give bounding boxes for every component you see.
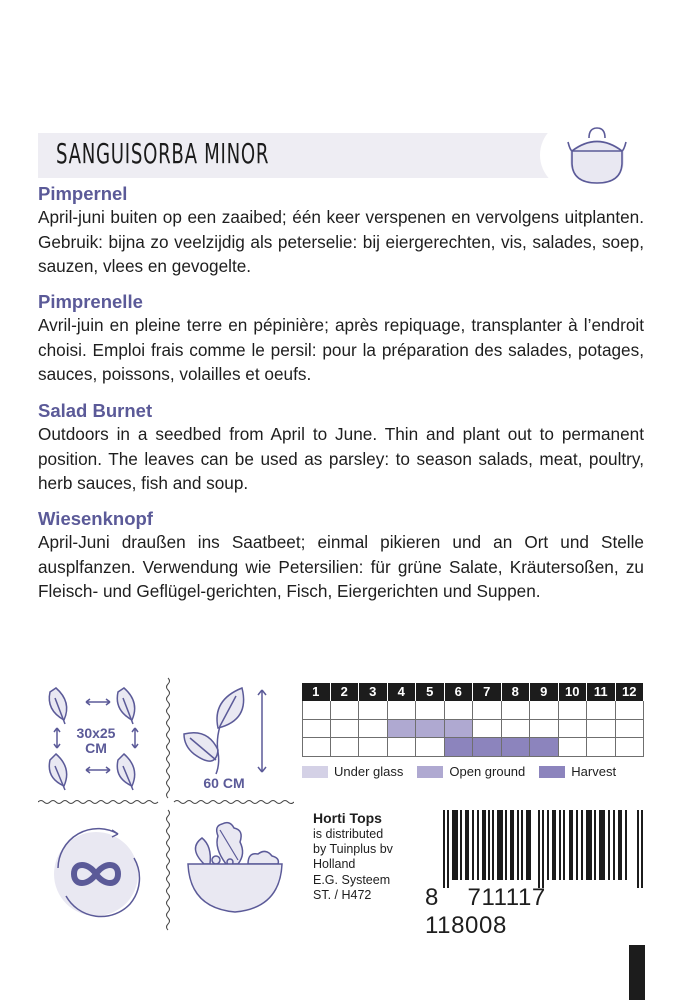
legend-label: Under glass [334,764,404,779]
month-label: 2 [331,683,360,701]
month-label: 3 [359,683,388,701]
distributor-line: E.G. Systeem [313,872,391,887]
calendar-legend [302,764,630,779]
calendar-row-open-ground [302,720,644,739]
calendar-months-header [302,683,644,701]
cooking-pot-icon [562,124,632,188]
print-registration-mark [629,945,645,1000]
barcode-right-group: 118008 [425,912,507,939]
calendar-row-under-glass [302,701,644,720]
distributor-line: ST. / H472 [313,887,372,902]
legend-swatch-open-ground [417,766,443,778]
salad-bowl-icon [174,818,294,933]
sowing-calendar [302,683,644,757]
barcode-left-group: 711117 [467,884,546,911]
legend-swatch-under-glass [302,766,328,778]
section-text: Outdoors in a seedbed from April to June. Thin and plant out to permanent position. The leaves can be used as parsley: to season salads, meat, poultry, herb sauces, fish and soup. [38,424,644,493]
month-label: 9 [530,683,559,701]
plant-height-icon [174,680,294,795]
section-title: Wiesenknopf [38,508,153,529]
section-text: April-Juni draußen ins Saatbeet; einmal pikieren und an Ort und Stelle ausplfanzen. Verwendung wie Petersilien: für grüne Salate, Kräutersoßen, zu Fleisch- und Geflügel-gerichten, Fisch, Eiergerichten und Suppen. [38,532,644,601]
month-label: 6 [445,683,474,701]
legend-swatch-harvest [539,766,565,778]
month-label: 7 [473,683,502,701]
section-german [38,508,644,604]
svg-text:60 CM: 60 CM [203,775,245,791]
month-label: 11 [587,683,616,701]
barcode-number [425,884,645,940]
section-french [38,291,644,387]
section-dutch [38,183,644,279]
calendar-row-harvest [302,738,644,757]
plant-spacing-icon [38,680,163,795]
month-label: 8 [502,683,531,701]
legend-label: Open ground [449,764,526,779]
distributor-line: is distributed [313,827,384,841]
month-label: 4 [388,683,417,701]
brand-name: Horti Tops [313,810,382,826]
svg-text:CM: CM [85,740,107,756]
svg-text:30x25: 30x25 [76,725,116,741]
month-label: 12 [616,683,645,701]
distributor-line: by Tuinplus bv [313,842,393,857]
pictogram-grid [38,670,294,940]
perennial-infinity-icon [38,818,163,933]
latin-name-title: SANGUISORBA MINOR [56,137,270,170]
month-label: 10 [559,683,588,701]
distributor-info [313,810,393,903]
section-title: Pimpernel [38,183,128,204]
legend-label: Harvest [571,764,617,779]
section-title: Salad Burnet [38,400,153,421]
section-english [38,400,644,496]
section-title: Pimprenelle [38,291,143,312]
barcode-first-digit: 8 [425,884,439,911]
month-label: 5 [416,683,445,701]
section-text: Avril-juin en pleine terre en pépinière; après repiquage, transplanter à l’endroit choisi. Emploi frais comme le persil: pour la préparation des salades, potages, sauces, poissons, volailles et oeufs. [38,315,644,384]
distributor-line: Holland [313,857,356,872]
barcode [443,810,643,888]
month-label: 1 [302,683,331,701]
section-text: April-juni buiten op een zaaibed; één keer verspenen en vervolgens uitplanten. Gebruik: bijna zo veelzijdig als peterselie: bij eiergerechten, vis, salades, soep, sauzen, vlees en gevogelte. [38,207,644,276]
